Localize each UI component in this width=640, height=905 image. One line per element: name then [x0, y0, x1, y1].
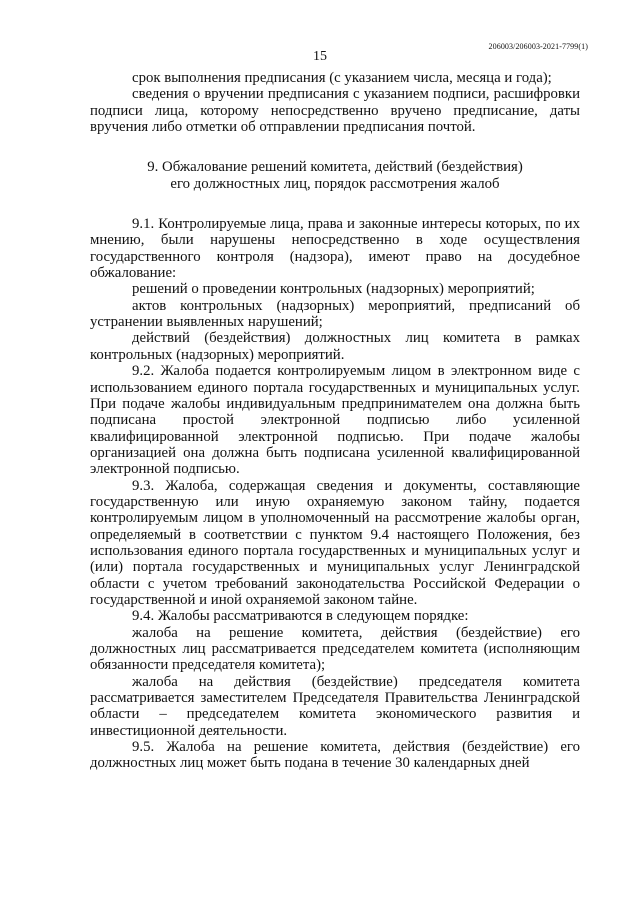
paragraph: 9.3. Жалоба, содержащая сведения и документы, составляющие государственную или иную охраняемую законом тайну, подается контролируемым лицом в уполномоченный на рассмотрение жалобы орган, определяемый в соответствии с пунктом 9.4 настоящего Положения, без использования единого портала государственных и муниципальных услуг и (или) портала государственных и муниципальных услуг Ленинградской области с учетом требований законодательства Российской Федерации о государственной и иной охраняемой законом тайне.: [90, 477, 580, 608]
paragraph: срок выполнения предписания (с указанием числа, месяца и года);: [132, 70, 552, 86]
section-heading-line-2: его должностных лиц, порядок рассмотрения жалоб: [170, 175, 500, 192]
document-body: [90, 70, 580, 772]
paragraph: 9.1. Контролируемые лица, права и законные интересы которых, по их мнению, были нарушены непосредственно в ходе осуществления государственного контроля (надзора), имеют право на досудебное обжалование:: [90, 216, 580, 282]
section-heading-line-1: 9. Обжалование решений комитета, действий (бездействия): [147, 159, 523, 176]
paragraph: 9.2. Жалоба подается контролируемым лицом в электронном виде с использованием единого портала государственных и муниципальных услуг. При подаче жалобы индивидуальным предпринимателем она должна быть подписана простой электронной подписью либо усиленной квалифицированной электронной подписью. При подаче жалобы организацией она должна быть подписана усиленной квалифицированной электронной подписью.: [90, 363, 580, 478]
list-item: актов контрольных (надзорных) мероприятий, предписаний об устранении выявленных нарушений;: [90, 297, 580, 331]
list-item: решений о проведении контрольных (надзорных) мероприятий;: [132, 281, 535, 298]
paragraph: сведения о вручении предписания с указанием подписи, расшифровки подписи лица, которому непосредственно вручено предписание, даты вручения либо отметки об отправлении предписания почтой.: [90, 86, 580, 136]
document-id: 206003/206003-2021-7799(1): [488, 42, 588, 51]
list-item: жалоба на решение комитета, действия (бездействие) его должностных лиц рассматривается председателем комитета (исполняющим обязанности председателя комитета);: [90, 624, 580, 674]
list-item: действий (бездействия) должностных лиц комитета в рамках контрольных (надзорных) мероприятий.: [90, 330, 580, 363]
paragraph: 9.5. Жалоба на решение комитета, действия (бездействие) его должностных лиц может быть подана в течение 30 календарных дней: [90, 739, 580, 772]
paragraph: 9.4. Жалобы рассматриваются в следующем порядке:: [132, 608, 469, 625]
list-item: жалоба на действия (бездействие) председателя комитета рассматривается заместителем Председателя Правительства Ленинградской области – председателем комитета экономического развития и инвестиционной деятельности.: [90, 673, 580, 739]
page-number: 15: [313, 49, 327, 64]
